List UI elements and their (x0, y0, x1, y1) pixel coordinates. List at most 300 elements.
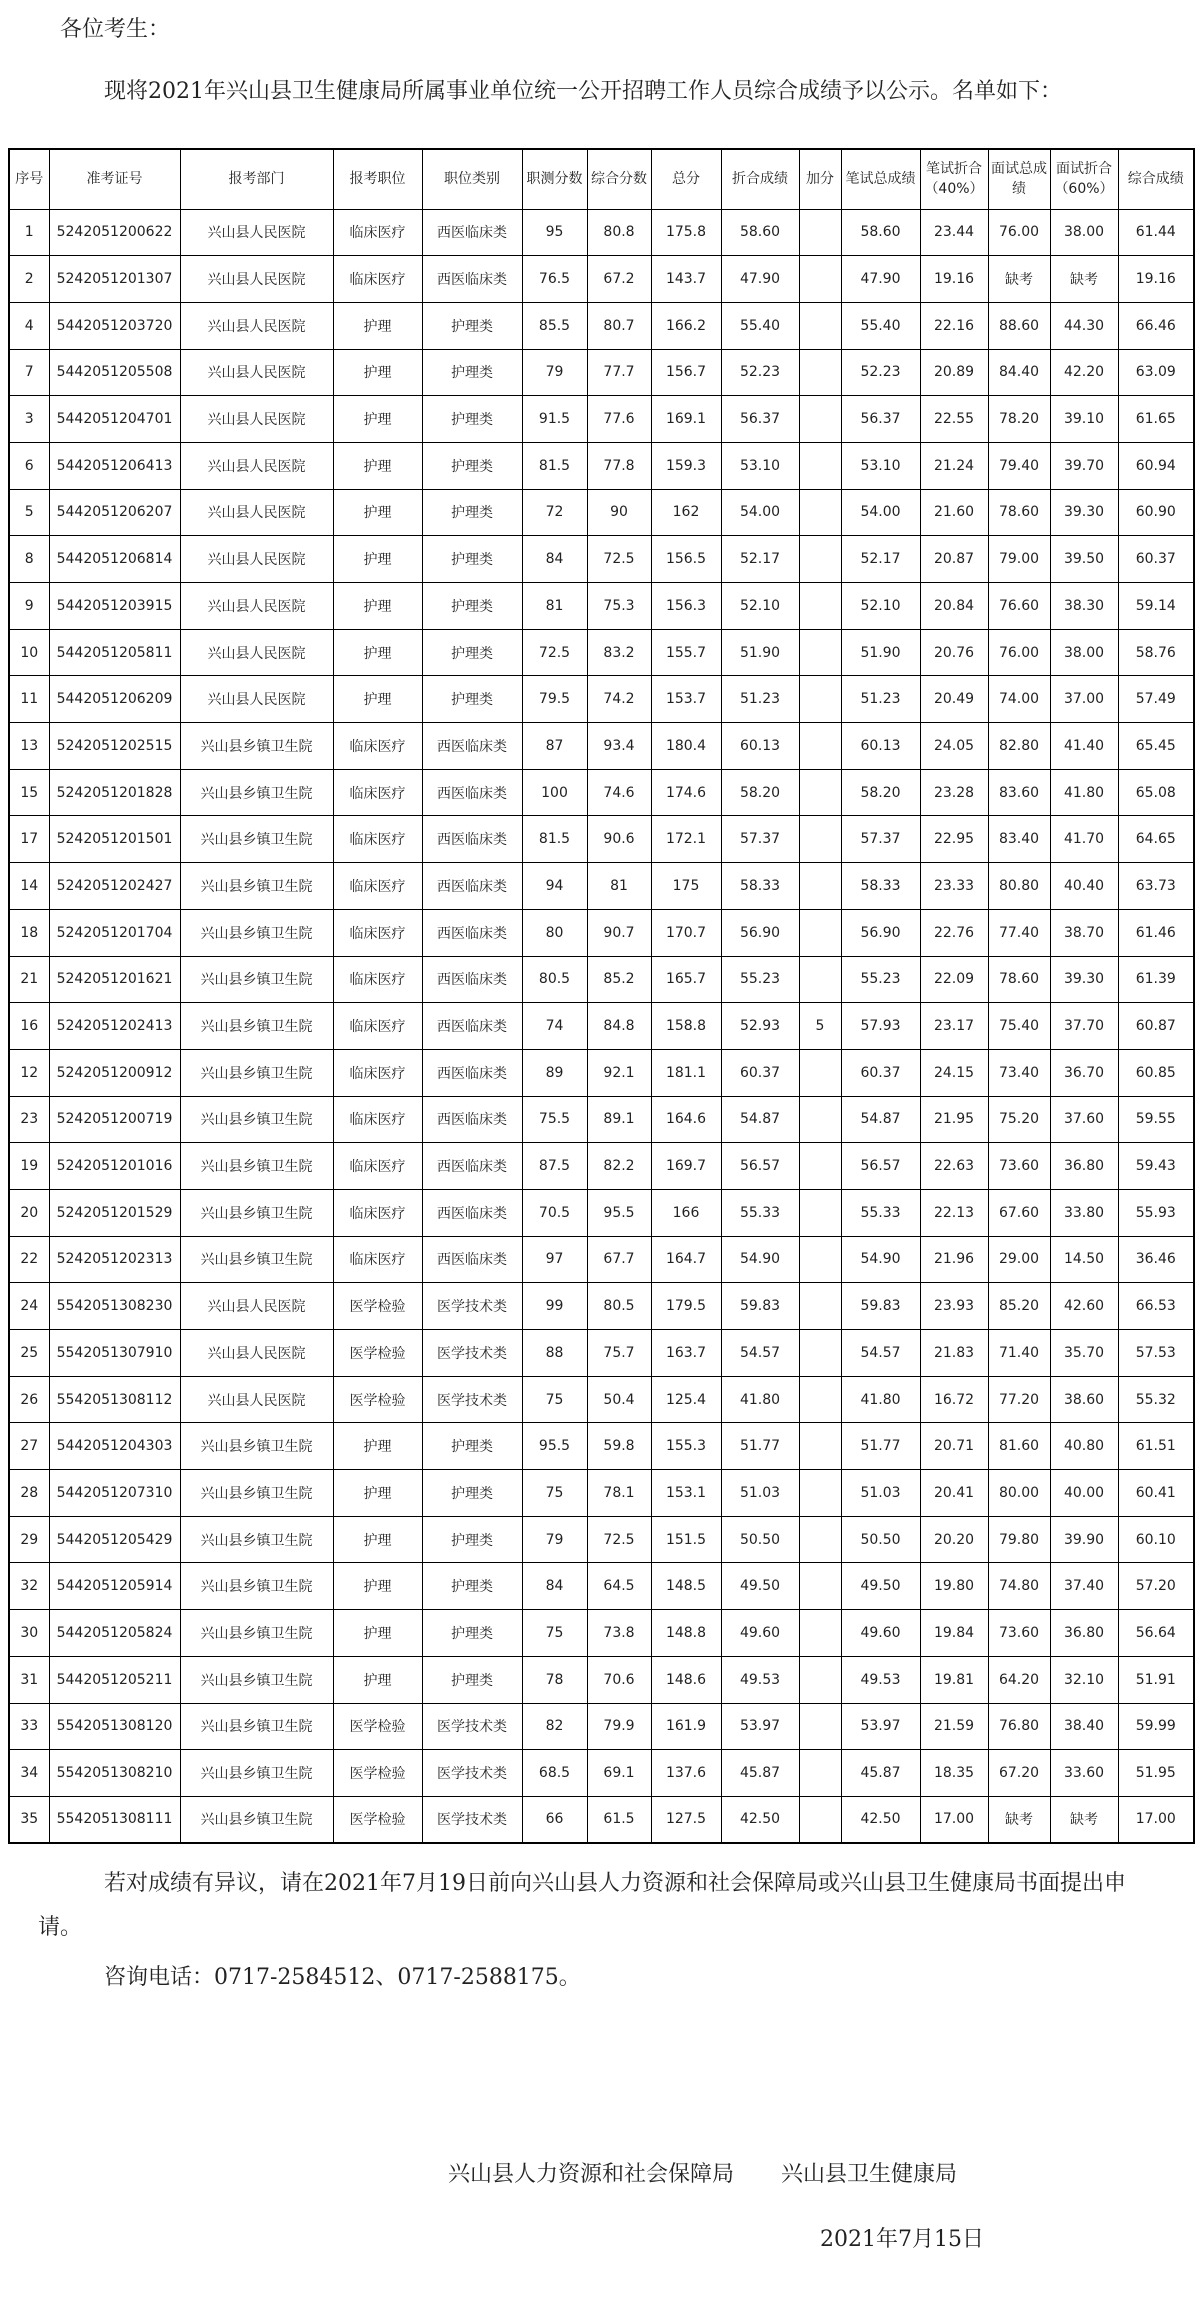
table-row (9, 816, 1194, 863)
table-cell: 61.46 (1118, 909, 1194, 956)
table-cell (799, 1143, 841, 1190)
column-header: 职测分数 (522, 149, 587, 209)
table-cell: 89 (522, 1049, 587, 1096)
table-cell: 5242051200719 (49, 1096, 180, 1143)
table-cell: 76.00 (988, 629, 1050, 676)
table-cell: 5442051205824 (49, 1610, 180, 1657)
table-cell: 127.5 (651, 1796, 721, 1843)
table-cell: 22.09 (920, 956, 988, 1003)
table-cell: 84 (522, 1563, 587, 1610)
table-row (9, 349, 1194, 396)
table-cell: 47.90 (841, 256, 920, 303)
table-cell: 5242051201529 (49, 1189, 180, 1236)
table-cell: 护理 (333, 536, 422, 583)
table-cell: 81.60 (988, 1423, 1050, 1470)
contact-phone: 咨询电话：0717-2584512、0717-2588175。 (104, 1965, 581, 1990)
column-header: 面试折合（60%） (1050, 149, 1118, 209)
table-cell: 59.8 (587, 1423, 651, 1470)
column-header: 报考职位 (333, 149, 422, 209)
table-cell: 56.90 (841, 909, 920, 956)
table-cell (799, 909, 841, 956)
table-cell: 2 (9, 256, 49, 303)
table-cell: 5242051201828 (49, 769, 180, 816)
table-cell (799, 1330, 841, 1377)
table-cell: 54.90 (721, 1236, 799, 1283)
table-cell: 19.84 (920, 1610, 988, 1657)
table-cell: 39.90 (1050, 1516, 1118, 1563)
table-cell: 67.60 (988, 1189, 1050, 1236)
table-cell: 41.40 (1050, 723, 1118, 770)
table-cell: 24 (9, 1283, 49, 1330)
table-cell: 40.80 (1050, 1423, 1118, 1470)
table-cell: 82.2 (587, 1143, 651, 1190)
table-cell: 181.1 (651, 1049, 721, 1096)
table-cell: 西医临床类 (422, 769, 522, 816)
table-cell: 75.5 (522, 1096, 587, 1143)
table-cell: 29.00 (988, 1236, 1050, 1283)
table-cell: 81 (522, 583, 587, 630)
table-cell: 5542051308230 (49, 1283, 180, 1330)
table-cell: 41.80 (1050, 769, 1118, 816)
table-cell: 52.10 (841, 583, 920, 630)
column-header: 总分 (651, 149, 721, 209)
table-cell: 51.03 (841, 1470, 920, 1517)
table-cell: 54.57 (841, 1330, 920, 1377)
table-cell: 5242051202313 (49, 1236, 180, 1283)
table-cell: 西医临床类 (422, 863, 522, 910)
table-cell: 79.80 (988, 1516, 1050, 1563)
table-cell: 74 (522, 1003, 587, 1050)
table-cell: 38.00 (1050, 209, 1118, 256)
table-cell: 39.30 (1050, 956, 1118, 1003)
table-cell: 22.63 (920, 1143, 988, 1190)
table-cell: 33.60 (1050, 1750, 1118, 1797)
table-cell: 5542051308210 (49, 1750, 180, 1797)
table-row (9, 909, 1194, 956)
table-cell: 166.2 (651, 302, 721, 349)
table-cell: 护理类 (422, 676, 522, 723)
table-cell: 76.00 (988, 209, 1050, 256)
table-cell: 75.20 (988, 1096, 1050, 1143)
column-header: 准考证号 (49, 149, 180, 209)
table-cell (799, 209, 841, 256)
table-row (9, 1330, 1194, 1377)
table-cell: 90 (587, 489, 651, 536)
table-cell: 5442051207310 (49, 1470, 180, 1517)
table-cell (799, 1096, 841, 1143)
table-cell: 151.5 (651, 1516, 721, 1563)
table-cell (799, 629, 841, 676)
table-cell: 5442051205429 (49, 1516, 180, 1563)
table-cell: 1 (9, 209, 49, 256)
table-cell: 临床医疗 (333, 1189, 422, 1236)
table-cell: 74.80 (988, 1563, 1050, 1610)
table-cell: 169.7 (651, 1143, 721, 1190)
table-cell: 55.33 (721, 1189, 799, 1236)
table-cell: 52.10 (721, 583, 799, 630)
table-cell: 51.91 (1118, 1656, 1194, 1703)
table-cell: 西医临床类 (422, 1003, 522, 1050)
table-cell: 41.80 (841, 1376, 920, 1423)
table-cell: 39.10 (1050, 396, 1118, 443)
table-cell: 67.7 (587, 1236, 651, 1283)
table-cell: 61.44 (1118, 209, 1194, 256)
objection-notice: 若对成绩有异议，请在2021年7月19日前向兴山县人力资源和社会保障局或兴山县卫生健康局书面提出申请。 (38, 1871, 1126, 1940)
table-cell: 24.15 (920, 1049, 988, 1096)
table-cell: 20.76 (920, 629, 988, 676)
table-cell: 20.71 (920, 1423, 988, 1470)
score-table-container (8, 148, 1193, 1844)
table-cell: 63.73 (1118, 863, 1194, 910)
table-cell (799, 1610, 841, 1657)
table-cell: 护理 (333, 302, 422, 349)
table-cell: 92.1 (587, 1049, 651, 1096)
table-cell: 49.60 (841, 1610, 920, 1657)
table-cell: 61.39 (1118, 956, 1194, 1003)
table-cell (799, 442, 841, 489)
table-cell: 5 (9, 489, 49, 536)
column-header: 职位类别 (422, 149, 522, 209)
table-cell: 56.64 (1118, 1610, 1194, 1657)
table-cell: 19.16 (1118, 256, 1194, 303)
table-cell: 165.7 (651, 956, 721, 1003)
table-cell: 护理 (333, 583, 422, 630)
table-cell: 31 (9, 1656, 49, 1703)
table-cell: 75.7 (587, 1330, 651, 1377)
table-cell: 5242051202427 (49, 863, 180, 910)
table-cell: 49.53 (721, 1656, 799, 1703)
table-cell: 143.7 (651, 256, 721, 303)
table-cell: 60.87 (1118, 1003, 1194, 1050)
table-cell: 91.5 (522, 396, 587, 443)
table-cell: 163.7 (651, 1330, 721, 1377)
table-cell: 缺考 (988, 256, 1050, 303)
table-cell: 38.00 (1050, 629, 1118, 676)
table-cell: 54.87 (841, 1096, 920, 1143)
table-cell: 5242051202515 (49, 723, 180, 770)
table-cell: 20 (9, 1189, 49, 1236)
table-cell: 39.30 (1050, 489, 1118, 536)
table-cell: 5242051200912 (49, 1049, 180, 1096)
table-cell: 西医临床类 (422, 1096, 522, 1143)
table-cell: 42.50 (841, 1796, 920, 1843)
table-cell: 50.50 (841, 1516, 920, 1563)
table-cell: 西医临床类 (422, 1189, 522, 1236)
table-cell: 5242051201621 (49, 956, 180, 1003)
table-cell: 护理 (333, 1470, 422, 1517)
table-cell: 73.60 (988, 1143, 1050, 1190)
table-cell: 护理 (333, 676, 422, 723)
table-cell: 5542051308111 (49, 1796, 180, 1843)
table-cell (799, 1656, 841, 1703)
table-row (9, 583, 1194, 630)
table-cell: 临床医疗 (333, 256, 422, 303)
table-cell: 5242051200622 (49, 209, 180, 256)
table-cell: 153.1 (651, 1470, 721, 1517)
column-header: 综合分数 (587, 149, 651, 209)
table-cell: 59.55 (1118, 1096, 1194, 1143)
table-cell: 医学技术类 (422, 1283, 522, 1330)
table-cell: 22.13 (920, 1189, 988, 1236)
table-cell: 78.20 (988, 396, 1050, 443)
table-cell: 44.30 (1050, 302, 1118, 349)
table-cell (799, 863, 841, 910)
table-cell: 19.16 (920, 256, 988, 303)
table-cell: 18 (9, 909, 49, 956)
table-cell: 23.93 (920, 1283, 988, 1330)
table-cell: 5442051203915 (49, 583, 180, 630)
table-cell: 20.87 (920, 536, 988, 583)
table-cell: 21.96 (920, 1236, 988, 1283)
table-cell: 59.83 (721, 1283, 799, 1330)
table-cell: 兴山县人民医院 (180, 1283, 333, 1330)
table-cell: 164.7 (651, 1236, 721, 1283)
table-cell: 医学检验 (333, 1796, 422, 1843)
table-cell: 54.00 (841, 489, 920, 536)
table-cell: 37.00 (1050, 676, 1118, 723)
table-cell: 49.60 (721, 1610, 799, 1657)
table-cell: 51.77 (841, 1423, 920, 1470)
table-cell: 60.37 (841, 1049, 920, 1096)
table-cell: 54.00 (721, 489, 799, 536)
table-cell: 159.3 (651, 442, 721, 489)
table-cell: 73.40 (988, 1049, 1050, 1096)
table-cell (799, 1049, 841, 1096)
table-cell: 51.77 (721, 1423, 799, 1470)
table-cell: 5442051206814 (49, 536, 180, 583)
table-cell: 55.23 (721, 956, 799, 1003)
table-cell: 5 (799, 1003, 841, 1050)
table-cell (799, 676, 841, 723)
table-row (9, 1003, 1194, 1050)
table-cell: 56.57 (841, 1143, 920, 1190)
column-header: 报考部门 (180, 149, 333, 209)
table-cell: 36.80 (1050, 1143, 1118, 1190)
table-cell: 21.60 (920, 489, 988, 536)
table-cell: 156.5 (651, 536, 721, 583)
table-cell: 58.33 (721, 863, 799, 910)
table-cell: 90.6 (587, 816, 651, 863)
table-cell: 66.53 (1118, 1283, 1194, 1330)
table-cell: 11 (9, 676, 49, 723)
table-cell: 73.60 (988, 1610, 1050, 1657)
table-cell: 5242051201704 (49, 909, 180, 956)
table-row (9, 1376, 1194, 1423)
table-cell: 175 (651, 863, 721, 910)
table-cell: 38.30 (1050, 583, 1118, 630)
table-cell: 28 (9, 1470, 49, 1517)
table-cell: 兴山县人民医院 (180, 1376, 333, 1423)
table-row (9, 1189, 1194, 1236)
table-cell: 81.5 (522, 442, 587, 489)
table-cell (799, 723, 841, 770)
table-cell: 51.95 (1118, 1750, 1194, 1797)
table-cell: 72.5 (587, 536, 651, 583)
table-cell: 58.33 (841, 863, 920, 910)
table-cell: 51.23 (841, 676, 920, 723)
table-cell: 西医临床类 (422, 1049, 522, 1096)
table-cell: 兴山县人民医院 (180, 629, 333, 676)
table-cell: 35 (9, 1796, 49, 1843)
table-cell: 78.1 (587, 1470, 651, 1517)
table-cell: 兴山县人民医院 (180, 349, 333, 396)
table-cell: 51.90 (721, 629, 799, 676)
table-cell: 60.41 (1118, 1470, 1194, 1517)
table-cell: 23.33 (920, 863, 988, 910)
table-cell: 医学技术类 (422, 1796, 522, 1843)
table-cell: 护理类 (422, 1563, 522, 1610)
table-cell: 兴山县乡镇卫生院 (180, 909, 333, 956)
table-cell: 3 (9, 396, 49, 443)
table-cell: 156.7 (651, 349, 721, 396)
table-cell: 21.24 (920, 442, 988, 489)
table-cell: 16 (9, 1003, 49, 1050)
table-cell: 72.5 (522, 629, 587, 676)
table-cell: 22.95 (920, 816, 988, 863)
table-cell (799, 769, 841, 816)
table-cell: 护理类 (422, 1516, 522, 1563)
table-cell: 72.5 (587, 1516, 651, 1563)
table-cell: 97 (522, 1236, 587, 1283)
table-cell: 兴山县乡镇卫生院 (180, 816, 333, 863)
table-cell: 67.2 (587, 256, 651, 303)
table-cell: 临床医疗 (333, 1049, 422, 1096)
table-cell: 155.3 (651, 1423, 721, 1470)
table-cell: 24.05 (920, 723, 988, 770)
table-cell: 兴山县乡镇卫生院 (180, 1703, 333, 1750)
table-cell: 84 (522, 536, 587, 583)
table-row (9, 489, 1194, 536)
table-cell (799, 1376, 841, 1423)
table-cell: 52.23 (841, 349, 920, 396)
table-row (9, 302, 1194, 349)
table-cell: 83.2 (587, 629, 651, 676)
table-cell: 8 (9, 536, 49, 583)
table-cell: 80.5 (522, 956, 587, 1003)
table-cell: 10 (9, 629, 49, 676)
table-cell: 32 (9, 1563, 49, 1610)
table-cell: 护理类 (422, 1656, 522, 1703)
table-cell: 兴山县人民医院 (180, 302, 333, 349)
table-cell: 兴山县乡镇卫生院 (180, 769, 333, 816)
table-cell: 医学检验 (333, 1703, 422, 1750)
table-cell: 75 (522, 1610, 587, 1657)
table-cell: 23.17 (920, 1003, 988, 1050)
table-cell: 64.65 (1118, 816, 1194, 863)
table-cell: 医学检验 (333, 1750, 422, 1797)
table-cell: 57.93 (841, 1003, 920, 1050)
table-cell: 缺考 (1050, 1796, 1118, 1843)
table-cell: 兴山县乡镇卫生院 (180, 1563, 333, 1610)
table-cell: 西医临床类 (422, 256, 522, 303)
table-cell: 65.45 (1118, 723, 1194, 770)
table-cell: 5242051201307 (49, 256, 180, 303)
table-cell: 兴山县人民医院 (180, 536, 333, 583)
table-cell: 16.72 (920, 1376, 988, 1423)
table-cell: 58.20 (721, 769, 799, 816)
table-cell: 西医临床类 (422, 1143, 522, 1190)
table-cell: 医学技术类 (422, 1703, 522, 1750)
table-row (9, 1423, 1194, 1470)
table-cell: 5242051201016 (49, 1143, 180, 1190)
table-cell: 79 (522, 1516, 587, 1563)
table-cell: 38.40 (1050, 1703, 1118, 1750)
table-body (9, 209, 1194, 1843)
table-cell: 64.20 (988, 1656, 1050, 1703)
table-row (9, 442, 1194, 489)
table-cell: 7 (9, 349, 49, 396)
table-cell: 69.1 (587, 1750, 651, 1797)
table-cell: 100 (522, 769, 587, 816)
table-cell: 77.7 (587, 349, 651, 396)
table-cell: 77.8 (587, 442, 651, 489)
table-cell: 72 (522, 489, 587, 536)
table-cell: 护理 (333, 1563, 422, 1610)
table-cell: 兴山县乡镇卫生院 (180, 1423, 333, 1470)
table-cell: 5542051308112 (49, 1376, 180, 1423)
table-cell: 36.80 (1050, 1610, 1118, 1657)
table-cell: 41.70 (1050, 816, 1118, 863)
table-cell: 56.90 (721, 909, 799, 956)
column-header: 加分 (799, 149, 841, 209)
table-cell: 54.87 (721, 1096, 799, 1143)
table-cell: 79.00 (988, 536, 1050, 583)
table-cell: 5442051205508 (49, 349, 180, 396)
table-cell (799, 396, 841, 443)
table-cell: 57.49 (1118, 676, 1194, 723)
table-row (9, 863, 1194, 910)
table-cell: 51.03 (721, 1470, 799, 1517)
table-cell: 53.97 (841, 1703, 920, 1750)
table-cell: 26 (9, 1376, 49, 1423)
table-cell: 53.10 (841, 442, 920, 489)
table-cell: 172.1 (651, 816, 721, 863)
table-cell: 42.60 (1050, 1283, 1118, 1330)
table-cell: 17.00 (1118, 1796, 1194, 1843)
table-row (9, 1750, 1194, 1797)
table-cell: 临床医疗 (333, 209, 422, 256)
table-cell: 14.50 (1050, 1236, 1118, 1283)
table-cell: 60.37 (1118, 536, 1194, 583)
table-cell: 60.85 (1118, 1049, 1194, 1096)
intro-paragraph: 现将2021年兴山县卫生健康局所属事业单位统一公开招聘工作人员综合成绩予以公示。名单如下： (104, 79, 1062, 104)
table-cell: 兴山县人民医院 (180, 676, 333, 723)
table-cell: 30 (9, 1610, 49, 1657)
table-cell: 5542051307910 (49, 1330, 180, 1377)
table-cell: 护理 (333, 629, 422, 676)
table-cell (799, 1189, 841, 1236)
table-cell: 兴山县乡镇卫生院 (180, 723, 333, 770)
signer-health-bureau: 兴山县卫生健康局 (781, 2162, 958, 2187)
table-cell: 61.51 (1118, 1423, 1194, 1470)
table-cell: 73.8 (587, 1610, 651, 1657)
table-cell: 兴山县乡镇卫生院 (180, 1610, 333, 1657)
column-header: 笔试总成绩 (841, 149, 920, 209)
table-cell: 75 (522, 1470, 587, 1517)
table-cell: 93.4 (587, 723, 651, 770)
table-row (9, 1703, 1194, 1750)
table-cell: 60.37 (721, 1049, 799, 1096)
table-cell: 21 (9, 956, 49, 1003)
table-cell: 74.6 (587, 769, 651, 816)
table-cell: 85.20 (988, 1283, 1050, 1330)
signer-hr-bureau: 兴山县人力资源和社会保障局 (448, 2162, 735, 2187)
table-row (9, 1656, 1194, 1703)
table-cell: 13 (9, 723, 49, 770)
table-cell: 西医临床类 (422, 1236, 522, 1283)
table-cell: 50.4 (587, 1376, 651, 1423)
table-cell: 95.5 (522, 1423, 587, 1470)
